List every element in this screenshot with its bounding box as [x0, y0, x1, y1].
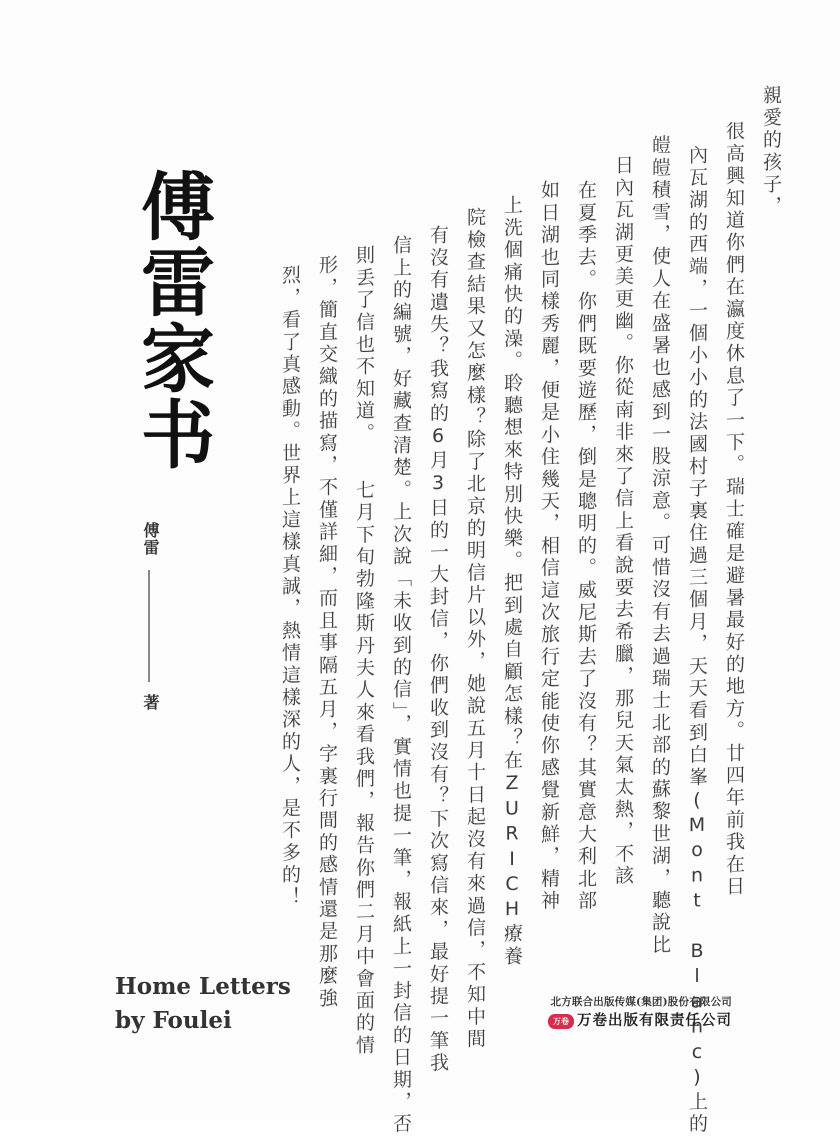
- letter-column: 則丢了信也不知道。 七月下旬勃隆斯丹夫人來看我們，報告你們二月中會面的情: [353, 244, 375, 1058]
- letter-column: 日內瓦湖更美更幽。你從南非來了信上看說要去希臘，那兒天氣太熱，不該: [612, 154, 634, 888]
- author-credit: [140, 522, 170, 710]
- book-title-english: [115, 970, 375, 1038]
- letter-column: 在夏季去。你們既要遊歷，倒是聰明的。威尼斯去了沒有？其實意大利北部: [575, 179, 597, 913]
- author-name: 傅雷: [141, 522, 160, 556]
- publisher-block: [522, 994, 732, 1030]
- letter-column: 如日湖也同樣秀麗，便是小住幾天，相信這次旅行定能使你感覺新鮮，精神: [538, 179, 560, 913]
- letter-column: 信上的編號，好藏查清楚。上次說「未收到的信」，實情也提一筆，報紙上一封信的日期，否: [390, 234, 412, 1136]
- letter-column: 形，簡直交織的描寫，不僅詳細，而且事隔五月，字裏行間的感情還是那麼強: [316, 254, 338, 1011]
- letter-column: 內瓦湖的西端，一個小小的法國村子裏住過三個月，天天看到白峯(Mont Blanc)上的: [686, 144, 708, 1136]
- publisher-name: 万卷出版有限责任公司: [577, 1012, 732, 1029]
- letter-column: 有沒有遺失？我寫的6月3日的一大封信，你們收到沒有？下次寫信來，最好提一筆我: [427, 224, 449, 1075]
- letter-column-greeting: 親愛的孩子，: [760, 84, 782, 219]
- author-role: 著: [141, 694, 160, 710]
- letter-column: 烈，看了真感動。世界上這樣真誠，熱情這樣深的人，是不多的！: [279, 264, 301, 910]
- publisher-seal-icon: 万卷: [548, 1014, 574, 1029]
- title-en-line-2: by Foulei: [115, 1007, 232, 1034]
- letter-column: 皚皚積雪，使人在盛暑也感到一股涼意。可惜沒有去過瑞士北部的蘇黎世湖，聽說比: [649, 134, 671, 957]
- publisher-group: 北方联合出版传媒(集团)股份有限公司: [550, 996, 732, 1008]
- letter-column: 上洗個痛快的澡。聆聽想來特別快樂。把到處自顧怎樣？在ZURICH療養: [501, 194, 523, 969]
- author-divider-line: [148, 570, 150, 682]
- letter-column: 很高興知道你們在瀛度休息了一下。瑞士確是避暑最好的地方。廿四年前我在日: [723, 120, 745, 899]
- letter-column: 院檢查結果又怎麼樣？除了北京的明信片以外，她說五月十日起沒有來過信，不知中間: [464, 206, 486, 1051]
- book-title-chinese: 傅雷家书: [129, 168, 215, 472]
- title-en-line-1: Home Letters: [115, 973, 291, 1000]
